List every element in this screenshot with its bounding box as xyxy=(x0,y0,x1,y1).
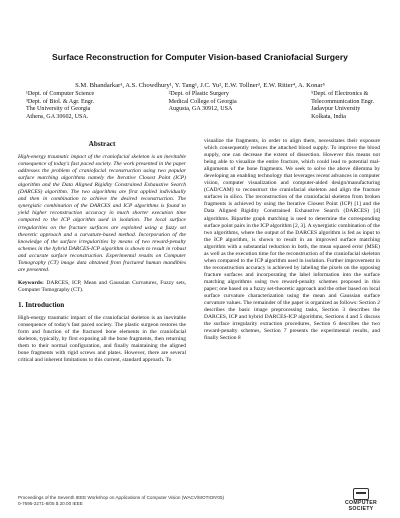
footer xyxy=(18,495,224,507)
paper-title: Surface Reconstruction for Computer Vision-based Craniofacial Surgery xyxy=(52,52,348,62)
author-list: S.M. Bhandarkar¹, A.S. Chowdhury¹, Y. Tang¹, J.C. Yu², E.W. Tollner³, E.W. Ritter⁴, A. Konar⁵ xyxy=(75,82,325,89)
left-column xyxy=(18,140,186,364)
affiliation-jadavpur: ⁵Dept. of Electronics & Telecommunication Engr. Jadavpur University Kolkata, India xyxy=(311,91,374,120)
keywords-text: DARCES, ICP, Mean and Gaussian Curvatures, Fuzzy sets, Computer Tomography (CT). xyxy=(18,279,186,293)
logo-society: SOCIETY xyxy=(348,505,374,512)
affiliations xyxy=(26,91,374,121)
abstract-text: High-energy traumatic impact of the craniofacial skeleton is an inevitable consequence of today's fast paced society. The work presented in the paper addresses the problem of craniofacial reconstruction using two popular surface matching algorithms namely the Iterative Closest Point (ICP) algorithm and the Data Aligned Rigidity Constrained Exhaustive Search (DARCES) algorithm. The two algorithms are first applied individually and then in combination to achieve the desired reconstruction. The synergistic combination of the DARCES and ICP algorithms is found to yield higher reconstruction accuracy in much shorter execution time compared to the ICP algorithm used in isolation. The local surface irregularities on the fracture surfaces are exploited using a fuzzy set theoretic approach and a curvature-based method. Incorporation of the knowledge of the surface irregularities by means of two reward-penalty schemes in the hybrid DARCES-ICP algorithm is shown to result in robust and accurate surface reconstruction. Experimental results on Computer Tomography (CT) image data obtained from fractured human mandibles are presented. xyxy=(18,154,186,273)
computer-society-logo xyxy=(336,488,386,512)
footer-isbn: 0-7695-2271-8/05 $ 20.00 IEEE xyxy=(18,501,83,506)
right-column xyxy=(204,138,380,342)
right-column-text: visualize the fragments, in order to align them, necessitates their exposure which consequently reduces the attached blood supply. To improve the blood supply, one can decrease the extent of dissection. However this means not being able to visualize the entire fracture, which could lead to potential mal-alignments of the bone fragments. We seek to solve the above dilemma by developing an enabling technology that leverages recent advances in computer vision, computer visualization and computer-aided design/manufacturing (CAD/CAM) to reconstruct the craniofacial skeleton and align the fracture surfaces in silico. The reconstruction of the craniofacial skeleton from broken fragments is achieved by using the Iterative Closest Point (ICP) [1] and the Data Aligned Rigidity Constrained Exhaustive Search (DARCES) [4] algorithms. Bipartite graph matching is used to determine the corresponding surface point pairs in the ICP algorithm [2, 3]. A synergistic combination of the two algorithms, where the output of the DARCES algorithm is fed as input to the ICP algorithm, is shown to result in an improved surface matching algorithm with a substantial reduction in both, the mean squared error (MSE) as well as the execution time for the reconstruction of the craniofacial skeleton when compared to the ICP algorithm used in isolation. Further improvement in the reconstruction accuracy is achieved by labeling the pixels on the opposing fracture surfaces and incorporating the label information into the surface matching algorithms using two reward-penalty schemes proposed in this paper; one based on a fuzzy set-theoretic approach and the other based on local surface curvature characterization using the mean and Gaussian surface curvature values. The remainder of the paper is organized as follows: Section 2 describes the basic image preprocessing tasks, Section 3 describes the DARCES, ICP and hybrid DARCES-ICP algorithms, Sections 4 and 5 discuss the surface irregularity extraction procedures, Section 6 describes the two reward-penalty schemes, Section 7 presents the experimental results, and finally Section 8 xyxy=(204,138,380,342)
affiliation-mcg: ²Dept. of Plastic Surgery Medical College of Georgia Augusta, GA 30912, USA xyxy=(168,91,237,113)
keywords-label: Keywords: xyxy=(18,279,44,286)
footer-proceedings: Proceedings of the Seventh IEEE Workshop on Applications of Computer Vision (WACV/MOTION'05) xyxy=(18,495,225,500)
intro-text: High-energy traumatic impact of the craniofacial skeleton is an inevitable consequence of today's fast paced society. The plastic surgeon restores the form and function of the fractured bone elements in the craniofacial skeleton, typically, by first exposing all the bone fragments, then returning them to their normal configuration, and finally maintaining the aligned bone fragments with rigid screws and plates. However, there are several critical and inherent limitations to this current, standard approach. To xyxy=(18,314,186,364)
abstract-heading: Abstract xyxy=(88,140,116,148)
affiliation-uga: ¹Dept. of Computer Science ³Dept. of Biol. & Agr. Engr. The University of Georgia Athens, GA 30602, USA. xyxy=(26,91,95,120)
ieee-computer-society-logo-icon xyxy=(353,488,369,500)
intro-heading: 1. Introduction xyxy=(18,300,65,309)
keywords xyxy=(18,280,186,294)
logo-computer: COMPUTER xyxy=(344,500,378,506)
